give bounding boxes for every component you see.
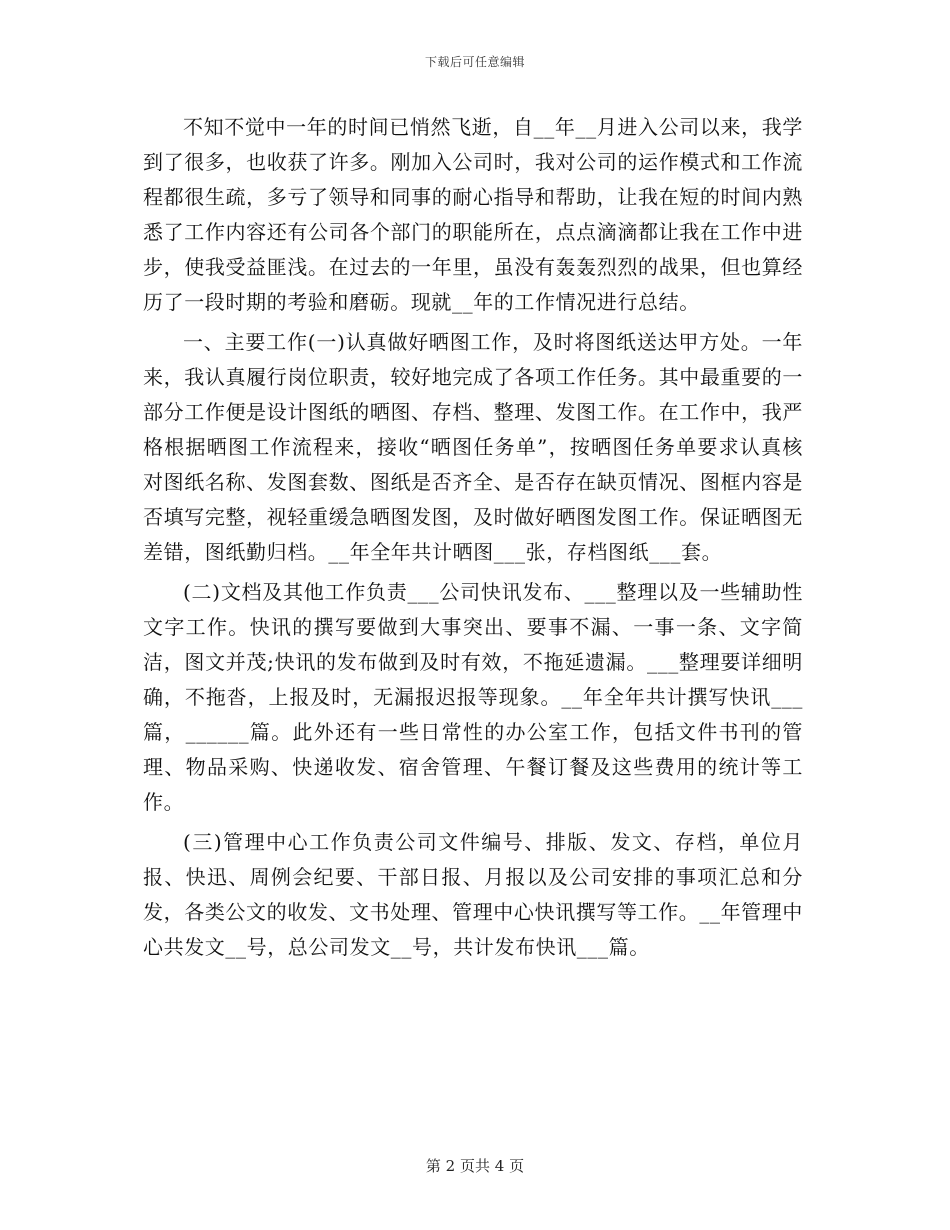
paragraph-management: (三)管理中心工作负责公司文件编号、排版、发文、存档，单位月报、快迅、周例会纪要、干部日报、月报以及公司安排的事项汇总和分发，各类公文的收发、文书处理、管理中心快讯撰写等工作。__年管理中心共发文__号，总公司发文__号，共计发布快讯___篇。 bbox=[143, 830, 803, 959]
page-header: 下载后可任意编辑 bbox=[424, 55, 525, 69]
paragraph-intro: 不知不觉中一年的时间已悄然飞逝，自__年__月进入公司以来，我学到了很多，也收获了许多。刚加入公司时，我对公司的运作模式和工作流程都很生疏，多亏了领导和同事的耐心指导和帮助，让我在短的时间内熟悉了工作内容还有公司各个部门的职能所在，点点滴滴都让我在工作中进步，使我受益匪浅。在过去的一年里，虽没有轰轰烈烈的战果，但也算经历了一段时期的考验和磨砺。现就__年的工作情况进行总结。 bbox=[143, 115, 803, 314]
paragraph-documents: (二)文档及其他工作负责___公司快讯发布、___整理以及一些辅助性文字工作。快讯的撰写要做到大事突出、要事不漏、一事一条、文字简洁，图文并茂;快讯的发布做到及时有效，不拖延遗漏。___整理要详细明确，不拖沓，上报及时，无漏报迟报等现象。__年全年共计撰写快讯___篇，______篇。此外还有一些日常性的办公室工作，包括文件书刊的管理、物品采购、快递收发、宿舍管理、午餐订餐及这些费用的统计等工作。 bbox=[143, 580, 803, 814]
page-footer: 第 2 页共 4 页 bbox=[425, 1157, 525, 1175]
document-body bbox=[143, 110, 803, 970]
paragraph-main-work: 一、主要工作(一)认真做好晒图工作，及时将图纸送达甲方处。一年来，我认真履行岗位职责，较好地完成了各项工作任务。其中最重要的一部分工作便是设计图纸的晒图、存档、整理、发图工作。在工作中，我严格根据晒图工作流程来，接收“晒图任务单”，按晒图任务单要求认真核对图纸名称、发图套数、图纸是否齐全、是否存在缺页情况、图框内容是否填写完整，视轻重缓急晒图发图，及时做好晒图发图工作。保证晒图无差错，图纸勤归档。__年全年共计晒图___张，存档图纸___套。 bbox=[143, 330, 803, 564]
